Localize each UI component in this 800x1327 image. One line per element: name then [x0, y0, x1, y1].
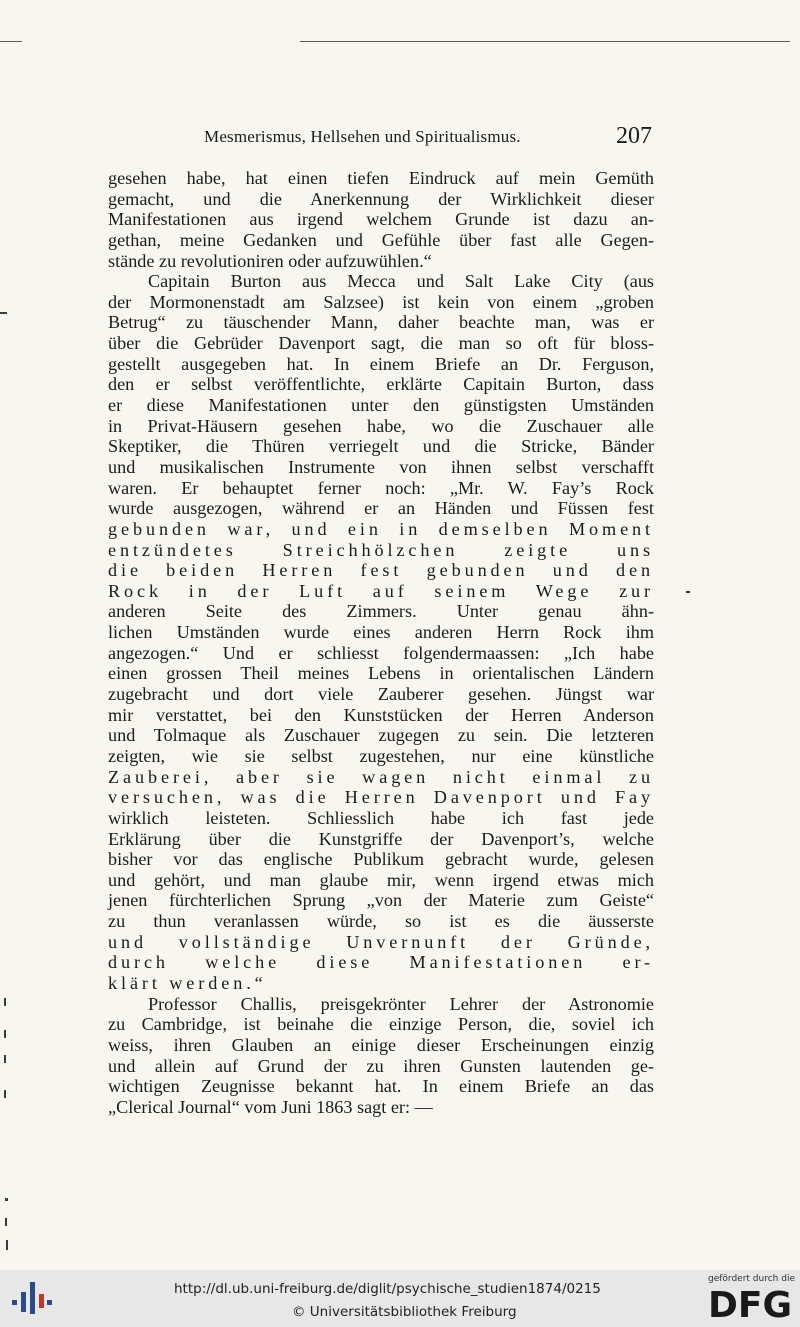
dfg-caption: gefördert durch die	[708, 1274, 795, 1284]
text-line: Manifestationen aus irgend welchem Grunde ist dazu an-	[108, 209, 654, 230]
text-line: und gehört, und man glaube mir, wenn irgend etwas mich	[108, 869, 654, 890]
text-line: Betrug“ zu täuschender Mann, daher beachte man, was er	[108, 312, 654, 333]
copyright-notice: © Universitätsbibliothek Freiburg	[292, 1304, 517, 1320]
text-line: zu thun veranlassen würde, so ist es die äusserste	[108, 911, 654, 932]
document-url-link[interactable]: http://dl.ub.uni-freiburg.de/diglit/psychische_studien1874/0215	[174, 1281, 601, 1297]
body-text	[108, 168, 654, 1117]
text-line: zeigten, wie sie selbst zugestehen, nur eine künstliche	[108, 745, 654, 766]
text-line: angezogen.“ Und er schliesst folgendermaassen: „Ich habe	[108, 642, 654, 663]
text-line: „Clerical Journal“ vom Juni 1863 sagt er: —	[108, 1096, 433, 1117]
text-line: die beiden Herren fest gebunden und den	[108, 560, 654, 581]
text-line: der Mormonenstadt am Salzsee) ist kein von einem „groben	[108, 291, 654, 312]
margin-mark	[4, 1090, 6, 1098]
margin-mark	[4, 998, 6, 1006]
dfg-logo-icon	[708, 1285, 792, 1321]
text-line: er diese Manifestationen unter den günstigsten Umständen	[108, 395, 654, 416]
margin-mark	[5, 1198, 8, 1201]
text-line: jenen fürchterlichen Sprung „von der Materie zum Geiste“	[108, 890, 654, 911]
text-line: gebunden war, und ein in demselben Moment	[108, 518, 654, 539]
dfg-logo-text: DFG	[708, 1285, 792, 1321]
running-head: Mesmerismus, Hellsehen und Spiritualismus.	[204, 127, 521, 146]
text-line: gesehen habe, hat einen tiefen Eindruck auf mein Gemüth	[108, 168, 654, 188]
text-line: Capitain Burton aus Mecca und Salt Lake City (aus	[148, 271, 654, 292]
margin-mark	[4, 1030, 6, 1038]
text-line: über die Gebrüder Davenport sagt, die man so oft für bloss-	[108, 333, 654, 354]
text-line: gethan, meine Gedanken und Gefühle über fast alle Gegen-	[108, 229, 654, 250]
text-line: versuchen, was die Herren Davenport und Fay	[108, 787, 654, 808]
text-line: und vollständige Unvernunft der Gründe,	[108, 931, 654, 952]
text-line: Zauberei, aber sie wagen nicht einmal zu	[108, 766, 654, 787]
text-line: mir verstattet, bei den Kunststücken der Herren Anderson	[108, 704, 654, 725]
text-line: weiss, ihren Glauben an einige dieser Erscheinungen einzig	[108, 1034, 654, 1055]
top-rule	[0, 41, 22, 42]
text-line: zugebracht und dort viele Zauberer gesehen. Jüngst war	[108, 684, 654, 705]
text-line: Professor Challis, preisgekrönter Lehrer der Astronomie	[148, 993, 654, 1014]
text-line: und musikalischen Instrumente von ihnen selbst verschafft	[108, 456, 654, 477]
text-line: stände zu revolutioniren oder aufzuwühlen.“	[108, 250, 432, 271]
text-line: einen grossen Theil meines Lebens in orientalischen Ländern	[108, 663, 654, 684]
margin-mark	[6, 1240, 8, 1250]
text-line: gemacht, und die Anerkennung der Wirklichkeit dieser	[108, 188, 654, 209]
text-line: durch welche diese Manifestationen er-	[108, 952, 654, 973]
text-line: Skeptiker, die Thüren verriegelt und die Stricke, Bänder	[108, 436, 654, 457]
text-line: in Privat-Häusern gesehen habe, wo die Zuschauer alle	[108, 415, 654, 436]
top-rule	[300, 41, 790, 42]
page-header	[108, 123, 654, 157]
text-line: entzündetes Streichhölzchen zeigte uns	[108, 539, 654, 560]
viewer-footer	[0, 1270, 800, 1327]
text-line: wirklich leisteten. Schliesslich habe ich fast jede	[108, 807, 654, 828]
text-line: lichen Umständen wurde eines anderen Herrn Rock ihm	[108, 622, 654, 643]
text-line: gestellt ausgegeben hat. In einem Briefe an Dr. Ferguson,	[108, 353, 654, 374]
text-line: wichtigen Zeugnisse bekannt hat. In einem Briefe an das	[108, 1076, 654, 1097]
margin-mark	[5, 1218, 7, 1226]
page-number: 207	[616, 123, 652, 149]
margin-mark	[0, 312, 7, 314]
text-line: bisher vor das englische Publikum gebracht wurde, gelesen	[108, 849, 654, 870]
text-line: klärt werden.“	[108, 972, 267, 993]
text-line: anderen Seite des Zimmers. Unter genau ähn-	[108, 601, 654, 622]
text-line: wurde ausgezogen, während er an Händen und Füssen fest	[108, 498, 654, 519]
text-line: zu Cambridge, ist beinahe die einzige Person, die, soviel ich	[108, 1014, 654, 1035]
text-line: Rock in der Luft auf seinem Wege zur	[108, 580, 654, 601]
text-line: und Tolmaque als Zuschauer zugegen zu sein. Die letzteren	[108, 725, 654, 746]
text-line: waren. Er behauptet ferner noch: „Mr. W. Fay’s Rock	[108, 477, 654, 498]
margin-mark	[686, 591, 690, 593]
text-line: und allein auf Grund der zu ihren Gunsten lautenden ge-	[108, 1055, 654, 1076]
ub-freiburg-logo-icon	[10, 1278, 54, 1318]
margin-mark	[4, 1055, 6, 1063]
text-line: den er selbst veröffentlichte, erklärte Capitain Burton, dass	[108, 374, 654, 395]
text-line: Erklärung über die Kunstgriffe der Davenport’s, welche	[108, 828, 654, 849]
